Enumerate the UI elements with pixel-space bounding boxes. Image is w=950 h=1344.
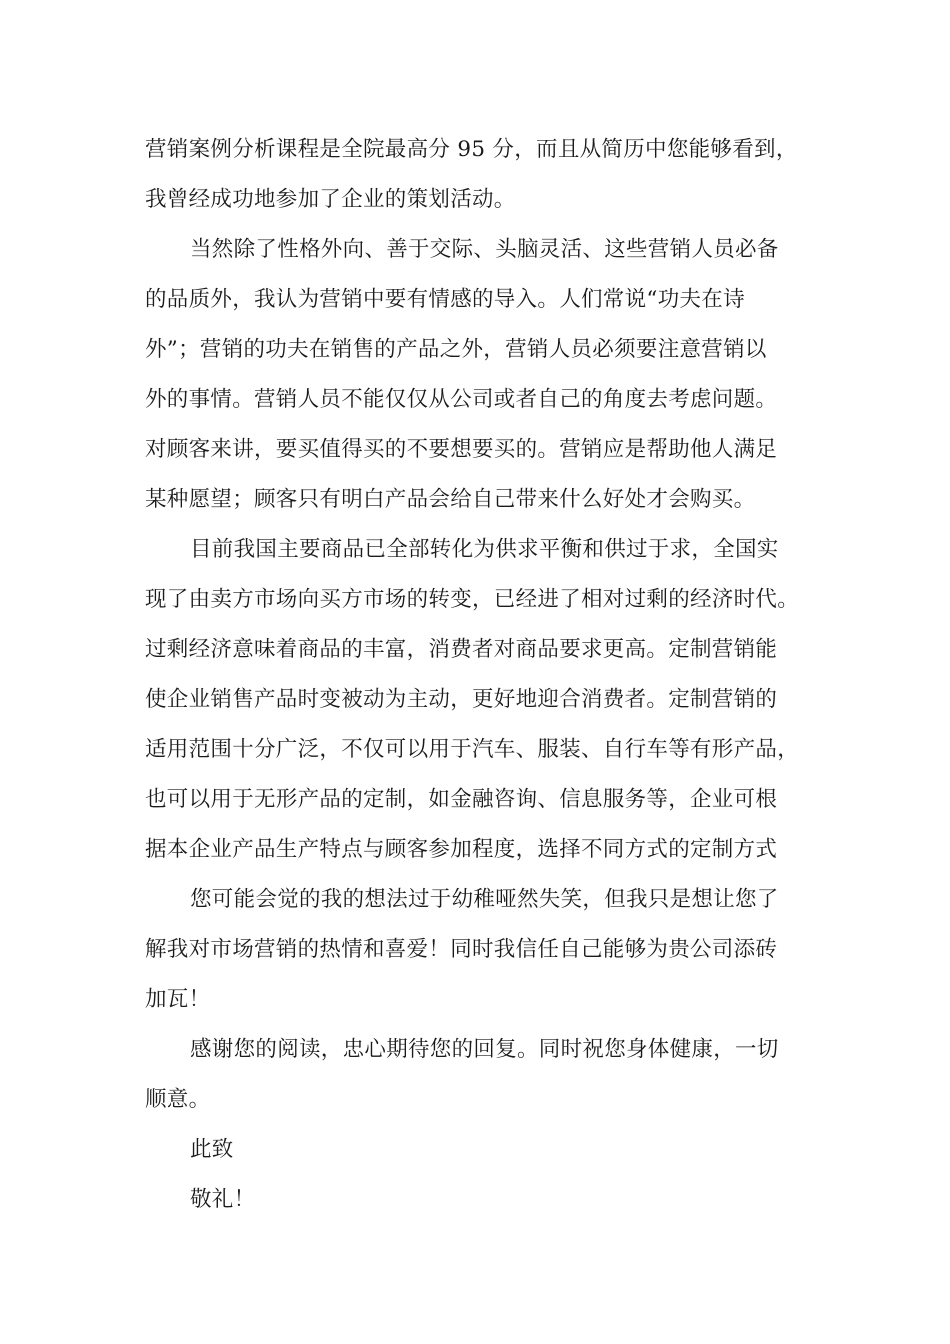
text-line: 营销案例分析课程是全院最高分 95 分，而且从简历中您能够看到， [145, 137, 798, 162]
text-line: 现了由卖方市场向买方市场的转变，已经进了相对过剩的经济时代。 [145, 587, 800, 612]
paragraph-start-line: 感谢您的阅读，忠心期待您的回复。同时祝您身体健康，一切 [190, 1037, 779, 1062]
text-line: 的品质外，我认为营销中要有情感的导入。人们常说“功夫在诗 [145, 287, 745, 312]
text-line: 使企业销售产品时变被动为主动，更好地迎合消费者。定制营销的 [145, 687, 778, 712]
closing-salutation: 此致 [190, 1137, 234, 1162]
text-line: 适用范围十分广泛，不仅可以用于汽车、服装、自行车等有形产品， [145, 737, 800, 762]
text-line: 外”；营销的功夫在销售的产品之外，营销人员必须要注意营销以 [145, 337, 767, 362]
text-line: 顺意。 [145, 1087, 211, 1112]
paragraph-start-line: 当然除了性格外向、善于交际、头脑灵活、这些营销人员必备 [190, 237, 779, 262]
text-line: 加瓦！ [145, 987, 211, 1012]
closing-regards: 敬礼！ [190, 1187, 256, 1212]
text-line: 某种愿望；顾客只有明白产品会给自己带来什么好处才会购买。 [145, 487, 756, 512]
text-line: 对顾客来讲，要买值得买的不要想要买的。营销应是帮助他人满足 [145, 437, 778, 462]
text-line: 据本企业产品生产特点与顾客参加程度，选择不同方式的定制方式 [145, 837, 778, 862]
paragraph-start-line: 您可能会觉的我的想法过于幼稚哑然失笑，但我只是想让您了 [190, 887, 779, 912]
text-line: 我曾经成功地参加了企业的策划活动。 [145, 187, 516, 212]
text-line: 过剩经济意味着商品的丰富，消费者对商品要求更高。定制营销能 [145, 637, 778, 662]
text-line: 也可以用于无形产品的定制，如金融咨询、信息服务等，企业可根 [145, 787, 778, 812]
paragraph-start-line: 目前我国主要商品已全部转化为供求平衡和供过于求，全国实 [190, 537, 779, 562]
text-line: 外的事情。营销人员不能仅仅从公司或者自己的角度去考虑问题。 [145, 387, 778, 412]
text-line: 解我对市场营销的热情和喜爱！同时我信任自己能够为贵公司添砖 [145, 937, 778, 962]
